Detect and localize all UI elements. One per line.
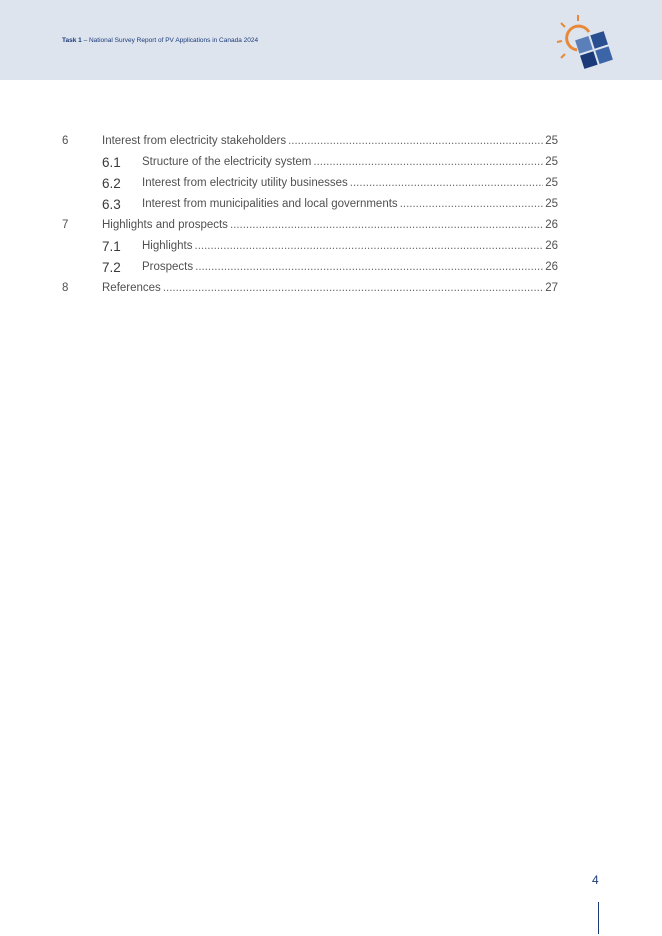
toc-leader-dots [400,196,544,212]
toc-title: References [102,282,161,294]
toc-entry[interactable] [62,217,558,238]
sun-ray [561,54,565,58]
toc-title: Interest from municipalities and local governments [142,198,398,210]
toc-page: 25 [545,135,558,147]
toc-entry[interactable] [62,259,558,280]
sun-ray [557,41,562,42]
toc-page: 27 [545,282,558,294]
toc-entry[interactable] [62,133,558,154]
toc-number: 6.3 [102,197,121,212]
toc-entry[interactable] [62,280,558,301]
solar-panel [575,31,613,69]
toc-leader-dots [230,217,543,233]
toc-page: 25 [545,198,558,210]
toc-page: 26 [545,219,558,231]
running-header [62,37,258,44]
toc-number: 7.2 [102,260,121,275]
toc-page: 25 [545,177,558,189]
toc-title: Prospects [142,261,194,273]
pv-sun-panel-logo-icon [555,14,615,70]
toc-leader-dots [195,238,544,254]
table-of-contents [62,133,558,301]
toc-entry[interactable] [62,154,558,175]
toc-entry[interactable] [62,196,558,217]
header-band [0,0,662,80]
toc-page: 25 [545,156,558,168]
toc-leader-dots [195,259,543,275]
toc-title: Structure of the electricity system [142,156,312,168]
toc-entry[interactable] [62,238,558,259]
toc-number: 6.2 [102,176,121,191]
toc-number: 7 [62,219,69,231]
header-title: – National Survey Report of PV Applications in Canada 2024 [81,37,259,44]
toc-number: 8 [62,282,69,294]
toc-page: 26 [545,240,558,252]
toc-leader-dots [163,280,543,296]
toc-entry[interactable] [62,175,558,196]
toc-title: Interest from electricity stakeholders [102,135,287,147]
toc-title: Highlights [142,240,193,252]
toc-number: 7.1 [102,239,121,254]
page-number: 4 [592,873,599,887]
toc-leader-dots [350,175,543,191]
toc-title: Interest from electricity utility businesses [142,177,348,189]
header-task-label: Task 1 [62,37,82,44]
toc-number: 6 [62,135,69,147]
toc-number: 6.1 [102,155,121,170]
toc-page: 26 [545,261,558,273]
footer-rule [598,902,599,934]
toc-leader-dots [288,133,543,149]
toc-title: Highlights and prospects [102,219,228,231]
toc-leader-dots [313,154,543,170]
sun-ray [561,23,565,27]
